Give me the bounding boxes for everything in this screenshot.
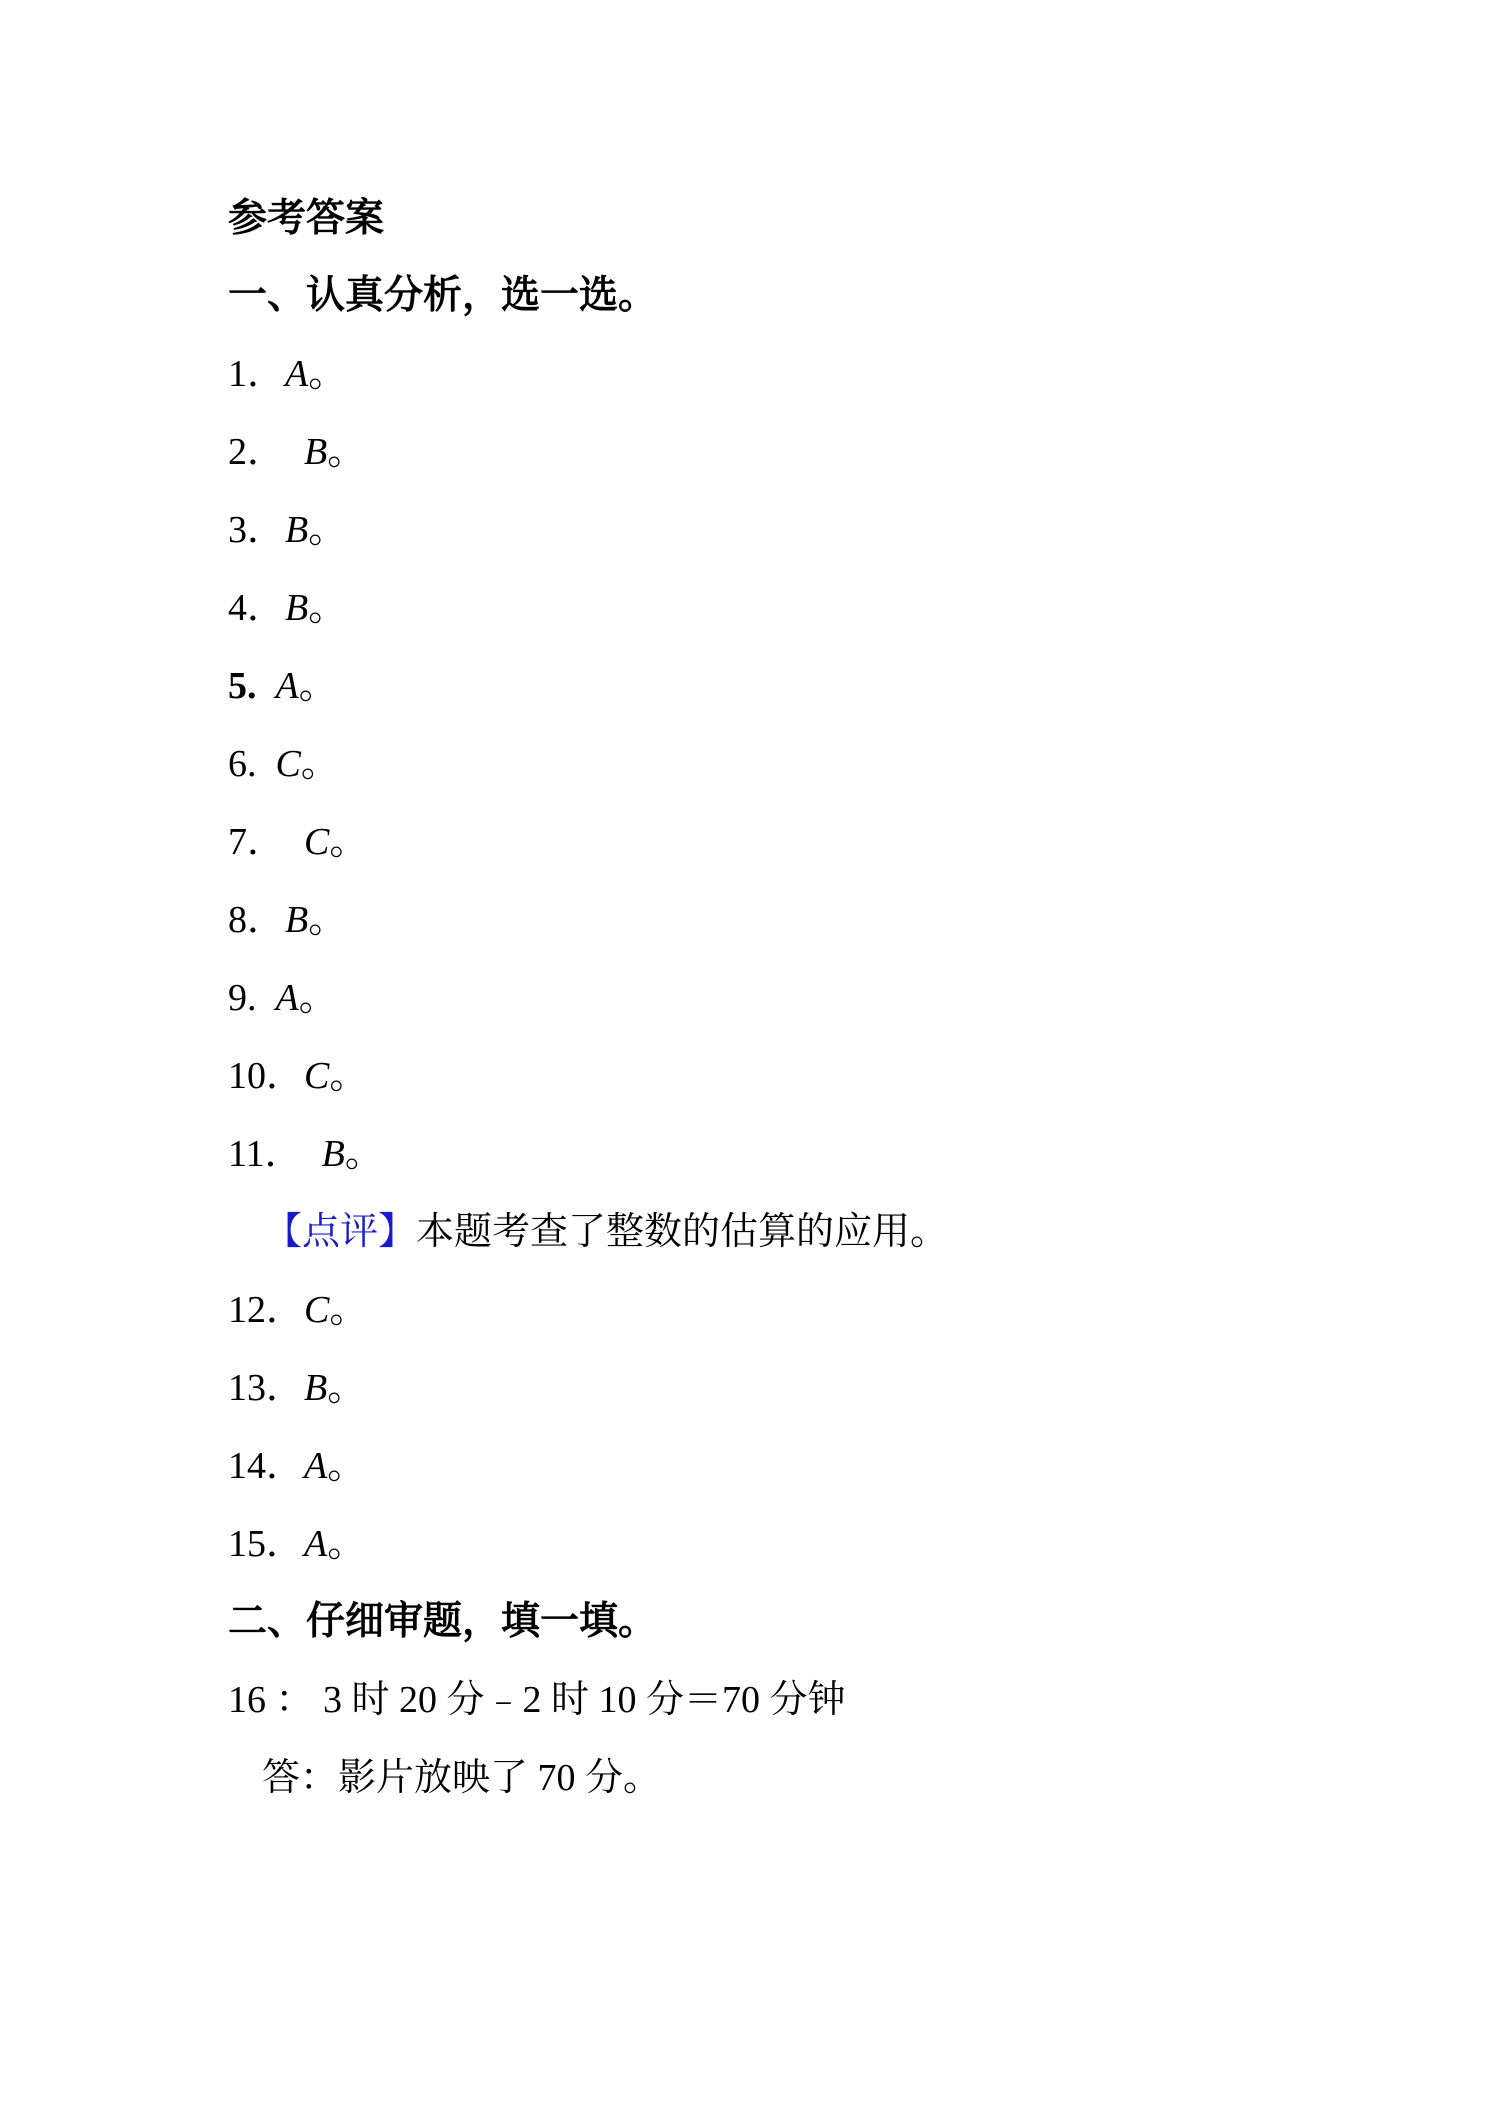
item-number: 11． — [228, 1133, 322, 1175]
item-end: 。 — [308, 587, 347, 629]
item-number: 1． — [228, 353, 286, 395]
item-answer: B — [304, 1367, 328, 1409]
item-answer: B — [285, 899, 309, 941]
answer-item-10 — [228, 1053, 367, 1099]
item-end: 。 — [308, 509, 347, 551]
item-number: 13． — [228, 1367, 305, 1409]
item-number: 7． — [228, 821, 305, 863]
item-answer: B — [285, 587, 309, 629]
item-number: 12． — [228, 1289, 305, 1331]
item-answer: C — [304, 1055, 330, 1097]
answer-16-statement: 答：影片放映了 70 分。 — [262, 1757, 662, 1799]
item-number: 9. — [228, 977, 276, 1019]
item-end: 。 — [329, 1055, 368, 1097]
item-answer: B — [285, 509, 309, 551]
item-answer: C — [304, 821, 330, 863]
item-end: 。 — [329, 1289, 368, 1331]
item-number: 3． — [228, 509, 286, 551]
answer-item-12 — [228, 1287, 367, 1333]
item-number: 6. — [228, 743, 276, 785]
item-number: 2． — [228, 431, 305, 473]
item-end: 。 — [308, 353, 347, 395]
answer-item-7 — [228, 819, 367, 865]
item-answer: A — [304, 1523, 328, 1565]
item-end: 。 — [308, 899, 347, 941]
answer-item-15 — [228, 1521, 365, 1567]
item-end: 。 — [327, 1445, 366, 1487]
review-note-label: 【点评】 — [264, 1211, 417, 1253]
answer-item-8 — [228, 897, 346, 943]
section-2-heading: 二、仔细审题，填一填。 — [228, 1600, 658, 1643]
review-note — [264, 1209, 948, 1255]
review-note-text: 本题考查了整数的估算的应用。 — [416, 1211, 949, 1253]
item-answer: A — [304, 1445, 328, 1487]
item-answer: C — [275, 743, 301, 785]
item-answer: B — [304, 431, 328, 473]
answer-item-6 — [228, 741, 339, 787]
section-1-heading: 一、认真分析，选一选。 — [228, 274, 658, 317]
item-end: 。 — [327, 1367, 366, 1409]
answer-item-4 — [228, 585, 346, 631]
item-number: 10． — [228, 1055, 305, 1097]
item-end: 。 — [298, 977, 337, 1019]
item-end: 。 — [327, 431, 366, 473]
answer-item-14 — [228, 1443, 365, 1489]
item-number: 16 ： — [228, 1679, 314, 1721]
answer-item-1 — [228, 351, 346, 397]
item-end: 。 — [327, 1523, 366, 1565]
item-answer: A — [275, 665, 299, 707]
item-number: 5. — [228, 665, 276, 707]
answer-item-5 — [228, 663, 337, 709]
item-answer: B — [321, 1133, 345, 1175]
item-end: 。 — [329, 821, 368, 863]
item-answer: A — [285, 353, 309, 395]
answer-item-13 — [228, 1365, 365, 1411]
item-calculation: 3 时 20 分﹣2 时 10 分＝70 分钟 — [323, 1679, 846, 1721]
item-number: 8． — [228, 899, 286, 941]
item-answer: C — [304, 1289, 330, 1331]
item-end: 。 — [344, 1133, 383, 1175]
page-title: 参考答案 — [228, 197, 385, 240]
item-number: 4． — [228, 587, 286, 629]
item-end: 。 — [300, 743, 339, 785]
item-number: 15． — [228, 1523, 305, 1565]
item-number: 14． — [228, 1445, 305, 1487]
item-end: 。 — [298, 665, 337, 707]
answer-item-9 — [228, 975, 337, 1021]
answer-item-3 — [228, 507, 346, 553]
answer-item-16 — [228, 1677, 846, 1723]
item-answer: A — [275, 977, 299, 1019]
answer-item-2 — [228, 429, 365, 475]
answer-item-11 — [228, 1131, 383, 1177]
